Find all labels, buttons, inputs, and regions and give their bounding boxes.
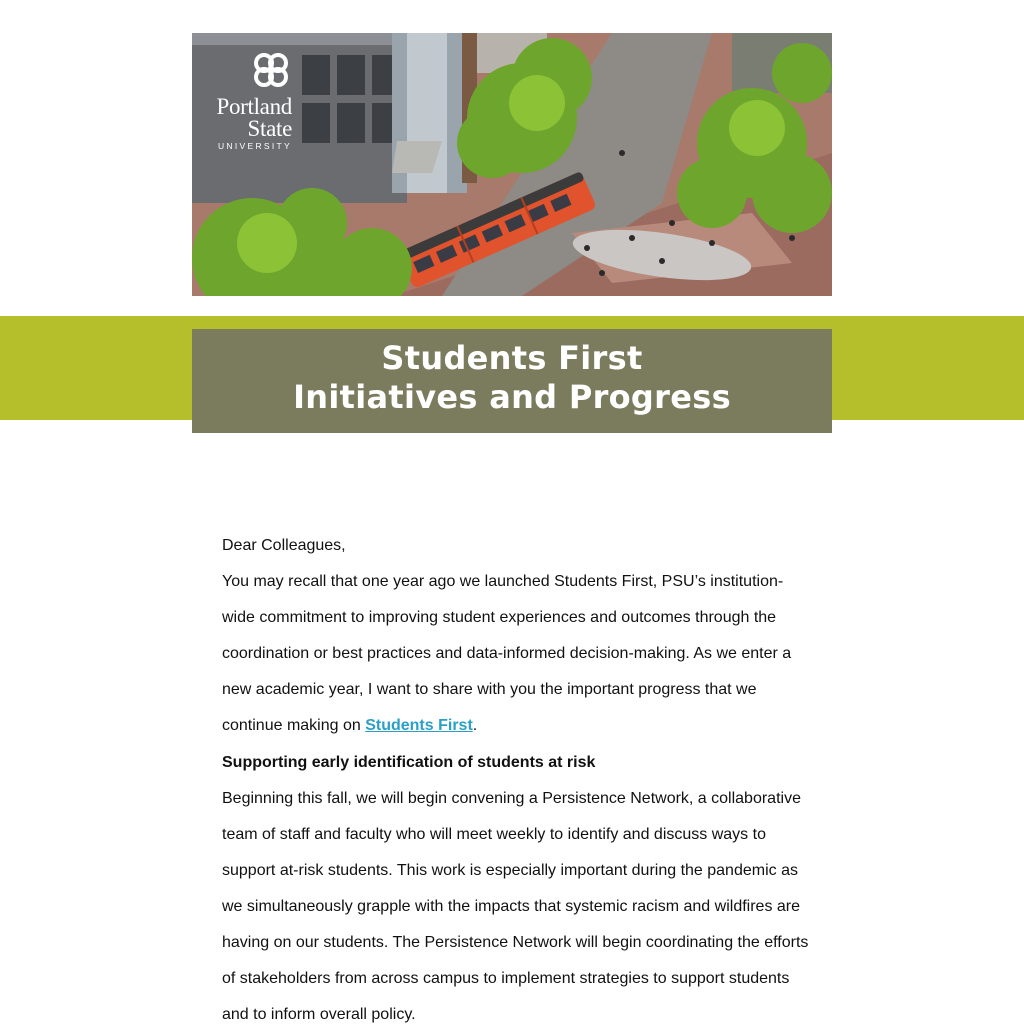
section-heading: Supporting early identification of students at risk xyxy=(222,754,596,771)
hero-image xyxy=(192,33,832,296)
logo-portland: Portland xyxy=(216,94,292,119)
persistence-paragraph: Beginning this fall, we will begin convening a Persistence Network, a collaborative team of staff and faculty who will meet weekly to identify and discuss ways to support at-risk students. This work is especially important during the pandemic as we simultaneously grapple with the impacts that systemic racism and wildfires are having on our students. The Persistence Network will begin coordinating the efforts of stakeholders from across campus to implement strategies to support students and to inform overall policy. xyxy=(222,790,809,1023)
greeting: Dear Colleagues, xyxy=(222,537,346,554)
intro-end: . xyxy=(472,717,478,734)
psu-knot-icon xyxy=(250,49,292,91)
title-box xyxy=(192,329,832,433)
intro-text: You may recall that one year ago we launched Students First, PSU’s institution-wide commitment to improving student experiences and outcomes through the coordination or best practices and data-informed decision-making. As we enter a new academic year, I want to share with you the important progress that we continue making on xyxy=(222,573,792,734)
page-subtitle: Initiatives and Progress xyxy=(293,378,731,416)
logo-university: UNIVERSITY xyxy=(217,141,292,151)
students-first-link[interactable]: Students First xyxy=(365,717,473,734)
email-body xyxy=(222,528,812,1024)
intro-paragraph xyxy=(222,564,812,744)
page-title: Students First xyxy=(381,339,643,377)
psu-logo xyxy=(192,33,322,163)
logo-state: State xyxy=(247,116,292,141)
